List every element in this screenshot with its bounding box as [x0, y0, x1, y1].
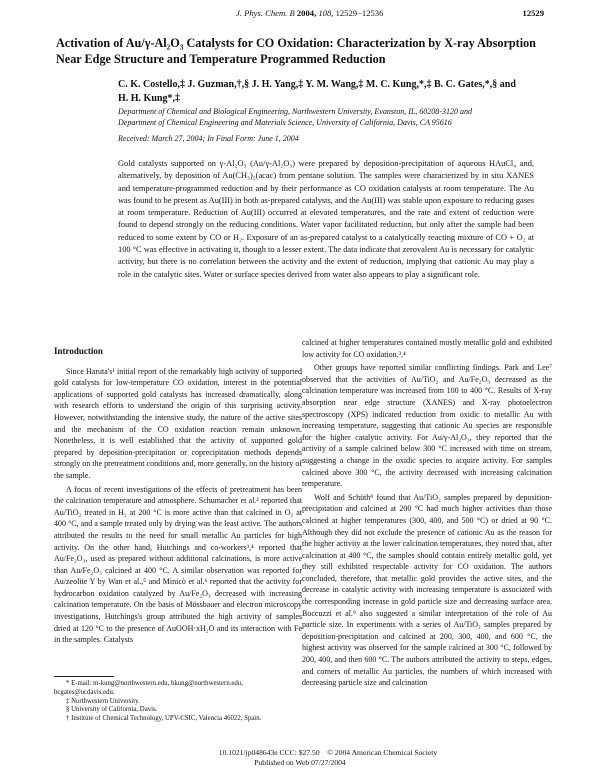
footnote-davis: § University of California, Davis.	[66, 706, 158, 714]
paragraph: calcined at higher temperatures contained mostly metallic gold and exhibited low activity for CO oxidation.³,⁴	[302, 338, 552, 359]
running-journal-citation: J. Phys. Chem. B 2004, 108, 12529−12536	[236, 8, 384, 18]
footnote-email-cont: bcgates@ucdavis.edu.	[54, 688, 115, 696]
author-list	[118, 78, 560, 105]
published-date: Published on Web 07/27/2004	[254, 758, 346, 767]
paragraph: Other groups have reported similar conflicting findings. Park and Lee⁷ observed that the activities of Au/TiO₂ and Au/Fe₂O₃ decreased as the calcination temperature was increased from 100 to 400 °C. Results of X-ray absorption near edge structure (XANES) and X-ray photoelectron spectroscopy (XPS) indicated reduction from oxidic to metallic Au with increasing temperature, suggesting that cationic Au species are responsible for the higher catalytic activity. For Au/γ-Al₂O₃, they reported that the activity of a sample calcined below 300 °C increased with time on stream, suggesting a change in the oxidic species to acquire activity. For samples calcined above 300 °C, the activity decreased with increasing calcination temperature.	[302, 363, 552, 489]
footnote-valencia: † Institute of Chemical Technology, UPV-CSIC, Valencia 46022, Spain.	[66, 715, 262, 723]
footnote-email: * E-mail: m-kung@northwestern.edu, hkung@northwestern.edu,	[66, 680, 243, 687]
paragraph: A focus of recent investigations of the effects of pretreatment has been the calcination temperature and atmosphere. Schumacher et al.² reported that Au/TiO₂ treated in H₂ at 200 °C is more active than that calcined in O₂ at 400 °C, and a sample treated only by drying was the least active. The authors attributed the results to the need for small metallic Au particles for high activity. On the other hand, Hutchings and co-workers³,⁴ reported that Au/Fe₂O₃, used as prepared without additional calcinations, is more active than Au/Fe₂O₃ calcined at 400 °C. A similar observation was reported for Au/zeolite Y by Wan et al.,⁵ and Minicò et al.⁶ reported that the activity for hydrocarbon oxidation catalyzed by Au/Fe₂O₃ decreased with increasing calcination temperature. On the basis of Mössbauer and electron microscopy investigations, Hutchings's group attributed the high activity of samples dried at 120 °C to the presence of AuOOH·xH₂O and its interaction with Fe in the samples. Catalysts	[54, 484, 302, 645]
footer-doi-line	[0, 748, 600, 758]
running-header	[56, 8, 544, 22]
affiliation-davis: Department of Chemical Engineering and Materials Science, University of California, Davis, CA 95616	[118, 118, 452, 127]
affiliation-northwestern: Department of Chemical and Biological Engineering, Northwestern University, Evanston, IL, 60208-3120 and	[118, 107, 472, 116]
footnote-northwestern: ‡ Northwestern University.	[66, 697, 140, 705]
authors-line-2: H. H. Kung*,‡	[118, 92, 180, 104]
section-heading-introduction: Introduction	[54, 346, 103, 356]
doi: 10.1021/jp048643e CCC: $27.50	[218, 748, 320, 757]
footnotes	[54, 680, 302, 724]
right-column	[302, 337, 552, 691]
paragraph: Since Haruta's¹ initial report of the remarkably high activity of supported gold catalysts for low-temperature CO oxidation, interest in the potential applications of supported gold catalysts has increased dramatically, along with research efforts to understand the origin of this surprising activity. However, notwithstanding the intensive study, the nature of the active sites and the mechanism of the CO oxidation reaction remain unknown. Nonetheless, it is well established that the activity of supported gold prepared by deposition-precipitation or coprecipitation methods depends strongly on the pretreatment conditions and, more generally, on the history of the sample.	[54, 366, 302, 480]
affiliations	[118, 106, 560, 128]
article-title: Activation of Au/γ-Al₂O₃ Catalysts for CO Oxidation: Characterization by X-ray Absorption Near Edge Structure and Temperature Programmed Reduction	[56, 36, 536, 66]
received-dates: Received: March 27, 2004; In Final Form: June 1, 2004	[118, 134, 299, 143]
page-number: 12529	[522, 8, 544, 18]
left-column	[54, 340, 302, 648]
page-footer	[0, 748, 600, 768]
abstract: Gold catalysts supported on γ-Al₂O₃ (Au/γ-Al₂O₃) were prepared by deposition-precipitation of aqueous HAuCl₄ and, alternatively, by deposition of Au(CH₃)₂(acac) from pentane solution. The samples were characterized by in situ XANES and temperature-programmed reduction and by their performance as CO oxidation catalysts at room temperature. The Au was found to be present as Au(III) in both as-prepared catalysts, and the Au(III) was stable upon exposure to reducing gases at room temperature. Reduction of Au(III) occurred at elevated temperatures, and the rate and extent of reduction were found to depend strongly on the reducing conditions. Water vapor facilitated reduction, but only after the sample had been reduced to some extent by CO or H₂. Exposure of an as-prepared catalyst to a catalytically reacting mixture of CO + O₂ at 100 °C was effective in activating it, though to a lesser extent. The data indicate that zerovalent Au is necessary for catalytic activity, but there is no correlation between the activity and the extent of reduction, implying that cationic Au may play a role in the catalytic sites. Water or surface species derived from water also appears to play a significant role.	[118, 159, 534, 279]
authors-line-1: C. K. Costello,‡ J. Guzman,†,§ J. H. Yang,‡ Y. M. Wang,‡ M. C. Kung,*,‡ B. C. Gates,*,§ and	[118, 79, 516, 90]
copyright: © 2004 American Chemical Society	[327, 748, 438, 757]
footnote-rule	[54, 676, 114, 677]
paragraph: Wolf and Schüth⁸ found that Au/TiO₂ samples prepared by deposition-precipitation and calcined at 200 °C had much higher activities than those calcined at higher temperatures (300, 400, and 500 °C) or dried at 90 °C. Although they did not exclude the presence of cationic Au as the reason for the higher activity at the lower calcination temperatures, they noted that, after calcination at 400 °C, the samples should contain entirely metallic gold, yet they still exhibited respectable activity for CO oxidation. The authors concluded, therefore, that metallic gold provides the active sites, and the decrease in catalytic activity with increasing temperature is associated with the corresponding increase in gold particle size and decreasing surface area. Boccuzzi et al.⁹ also suggested a similar interpretation of the role of Au particle size. In experiments with a series of Au/TiO₂ samples prepared by deposition-precipitation and calcined at 200, 300, 400, and 600 °C, the highest activity was observed for the sample calcined at 300 °C, followed by 200, 400, and then 600 °C. The authors attributed the activity to steps, edges, and corners of metallic Au particles, the numbers of which increased with decreasing particle size and calcination	[302, 492, 552, 688]
